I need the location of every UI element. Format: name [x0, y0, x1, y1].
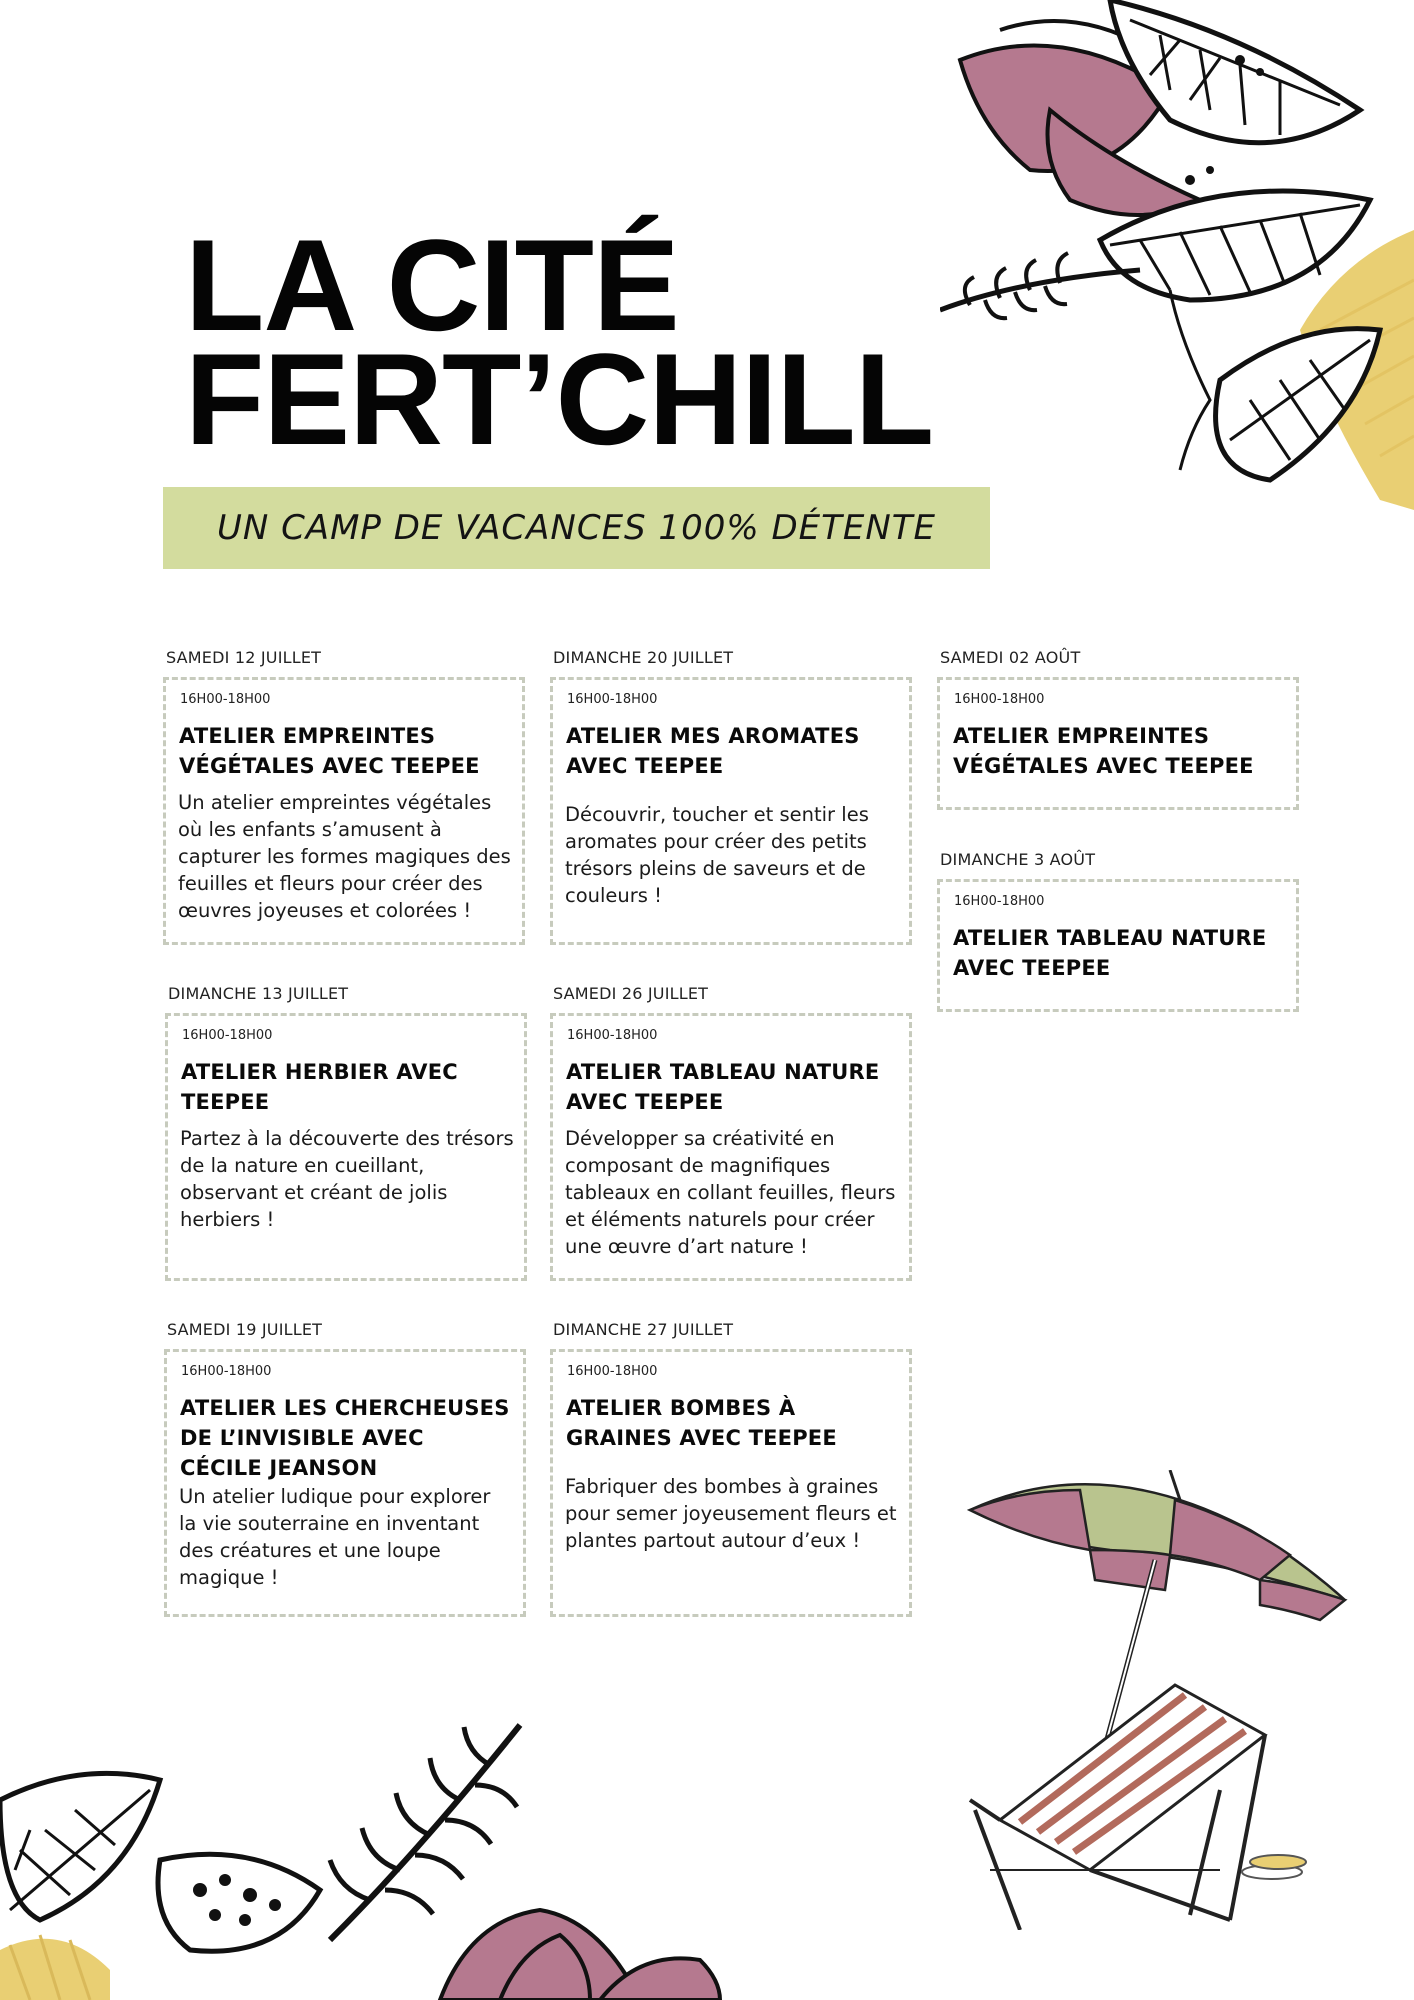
event-time: 16H00-18H00	[180, 692, 271, 707]
event-date: SAMEDI 19 JUILLET	[167, 1320, 323, 1339]
event-card	[163, 648, 525, 945]
event-box	[937, 677, 1299, 810]
event-title: ATELIER TABLEAU NATURE AVEC TEEPEE	[953, 926, 1267, 980]
event-time: 16H00-18H00	[181, 1364, 272, 1379]
event-date: SAMEDI 12 JUILLET	[166, 648, 322, 667]
event-title: ATELIER TABLEAU NATURE AVEC TEEPEE	[566, 1060, 880, 1114]
event-date: DIMANCHE 13 JUILLET	[168, 984, 349, 1003]
event-time: 16H00-18H00	[954, 692, 1045, 707]
foliage-bottom-left-illustration	[0, 1720, 800, 2000]
foliage-top-right-illustration	[940, 0, 1414, 520]
event-card	[550, 1320, 912, 1617]
event-box	[550, 1349, 912, 1617]
event-time: 16H00-18H00	[567, 1028, 658, 1043]
event-box	[165, 1013, 527, 1281]
event-description: Un atelier ludique pour explorer la vie souterraine en inventant des créatures et une loupe magique !	[179, 1485, 491, 1589]
event-date: DIMANCHE 3 AOÛT	[940, 850, 1096, 869]
event-card	[937, 648, 1299, 810]
title-line-2: FERT’CHILL	[185, 326, 934, 472]
event-box	[937, 879, 1299, 1012]
title-line-1: LA CITÉ	[185, 212, 679, 358]
event-title: ATELIER EMPREINTES VÉGÉTALES AVEC TEEPEE	[179, 724, 480, 778]
event-card	[550, 984, 912, 1281]
event-description: Découvrir, toucher et sentir les aromates pour créer des petits trésors pleins de saveurs et de couleurs !	[565, 803, 869, 907]
event-card	[165, 984, 527, 1281]
event-card	[164, 1320, 526, 1617]
event-time: 16H00-18H00	[567, 692, 658, 707]
event-card	[550, 648, 912, 945]
event-title: ATELIER HERBIER AVEC TEEPEE	[181, 1060, 458, 1114]
event-description: Partez à la découverte des trésors de la nature en cueillant, observant et créant de jolis herbiers !	[180, 1127, 514, 1231]
event-date: DIMANCHE 27 JUILLET	[553, 1320, 734, 1339]
event-description: Fabriquer des bombes à graines pour semer joyeusement fleurs et plantes partout autour d’eux !	[565, 1475, 897, 1552]
page-title	[185, 212, 934, 472]
event-date: SAMEDI 02 AOÛT	[940, 648, 1081, 667]
event-title: ATELIER MES AROMATES AVEC TEEPEE	[566, 724, 860, 778]
beach-umbrella-deckchair-illustration	[960, 1470, 1360, 1930]
event-date: SAMEDI 26 JUILLET	[553, 984, 709, 1003]
event-box	[164, 1349, 526, 1617]
subtitle-text: UN CAMP DE VACANCES 100% DÉTENTE	[216, 508, 937, 548]
event-box	[163, 677, 525, 945]
event-title: ATELIER EMPREINTES VÉGÉTALES AVEC TEEPEE	[953, 724, 1254, 778]
event-box	[550, 1013, 912, 1281]
event-time: 16H00-18H00	[182, 1028, 273, 1043]
event-title: ATELIER BOMBES À GRAINES AVEC TEEPEE	[566, 1396, 837, 1450]
event-time: 16H00-18H00	[954, 894, 1045, 909]
event-time: 16H00-18H00	[567, 1364, 658, 1379]
event-description: Développer sa créativité en composant de magnifiques tableaux en collant feuilles, fleurs et éléments naturels pour créer une œuvre d’art nature !	[565, 1127, 896, 1258]
event-date: DIMANCHE 20 JUILLET	[553, 648, 734, 667]
event-card	[937, 850, 1299, 1012]
event-description: Un atelier empreintes végétales où les enfants s’amusent à capturer les formes magiques des feuilles et fleurs pour créer des œuvres joyeuses et colorées !	[178, 791, 511, 922]
subtitle-banner	[163, 487, 990, 569]
event-box	[550, 677, 912, 945]
event-title: ATELIER LES CHERCHEUSES DE L’INVISIBLE AVEC CÉCILE JEANSON	[180, 1396, 510, 1480]
